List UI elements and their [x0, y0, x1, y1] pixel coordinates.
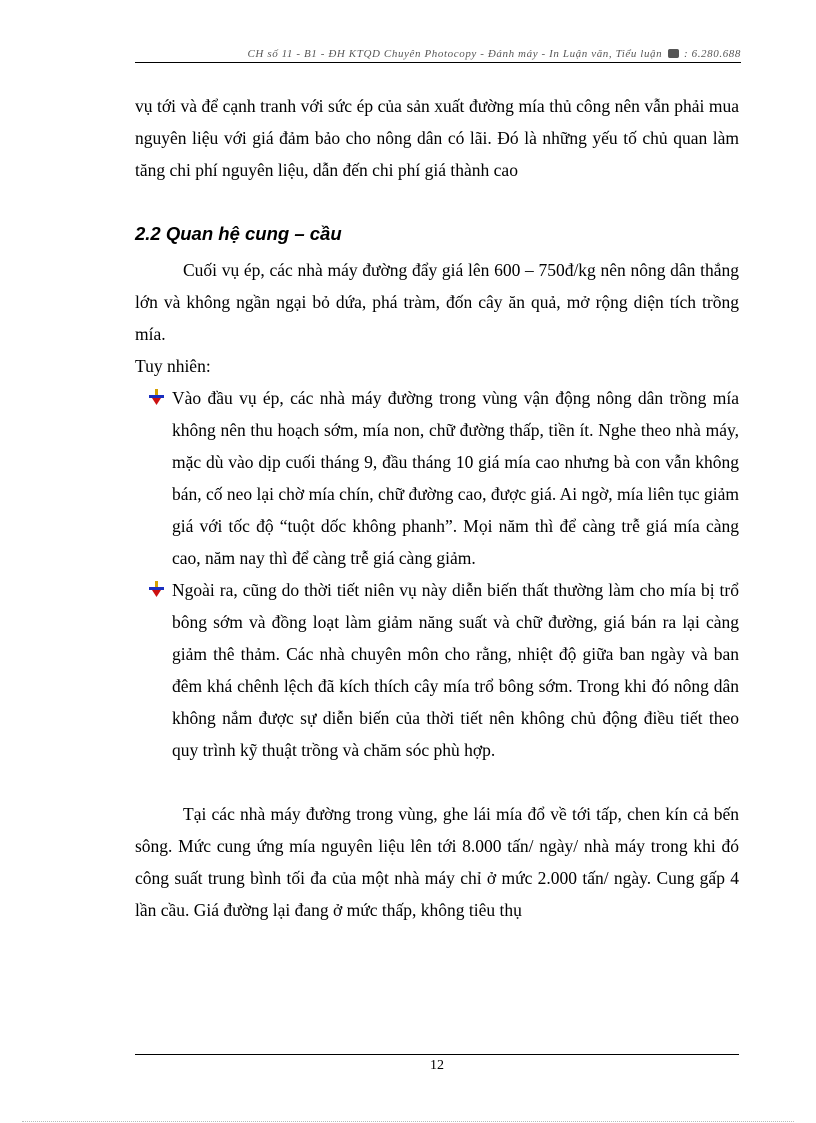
- footer-divider: [135, 1054, 739, 1055]
- paragraph-end-of-season: Cuối vụ ép, các nhà máy đường đẩy giá lên 600 – 750đ/kg nên nông dân thắng lớn và không ngần ngại bỏ dứa, phá tràm, đốn cây ăn quả, mở rộng diện tích trồng mía.: [135, 260, 739, 344]
- header-text: CH số 11 - B1 - ĐH KTQD Chuyên Photocopy - Đánh máy - In Luận văn, Tiểu luận: [247, 48, 663, 60]
- blank-line: [135, 766, 739, 798]
- running-header: [135, 48, 741, 63]
- bullet-item-early-season: [135, 382, 739, 574]
- bullet-text: Ngoài ra, cũng do thời tiết niên vụ này diễn biến thất thường làm cho mía bị trổ bông sớm và đồng loạt làm giảm năng suất và chữ đường, giá bán ra lại càng giảm thê thảm. Các nhà chuyên môn cho rằng, nhiệt độ giữa ban ngày và ban đêm khá chênh lệch đã kích thích cây mía trổ bông sớm. Trong khi đó nông dân không nắm được sự diễn biến của thời tiết nên không chủ động điều tiết theo quy trình kỹ thuật trồng và chăm sóc phù hợp.: [172, 580, 739, 760]
- arrow-bullet-icon: [149, 389, 165, 405]
- phone-icon: [668, 49, 679, 58]
- section-heading: 2.2 Quan hệ cung – cầu: [135, 223, 342, 244]
- paragraph-continuation: vụ tới và để cạnh tranh với sức ép của sản xuất đường mía thủ công nên vẫn phải mua nguyên liệu với giá đảm bảo cho nông dân có lãi. Đó là những yếu tố chủ quan làm tăng chi phí nguyên liệu, dẫn đến chi phí giá thành cao: [135, 96, 739, 180]
- page-number: 12: [430, 1058, 444, 1073]
- page-body: [135, 90, 739, 926]
- paragraph-however: Tuy nhiên:: [135, 356, 211, 376]
- page-boundary: [22, 1121, 794, 1122]
- bullet-text: Vào đầu vụ ép, các nhà máy đường trong vùng vận động nông dân trồng mía không nên thu hoạch sớm, mía non, chữ đường thấp, tiền ít. Nghe theo nhà máy, mặc dù vào dịp cuối tháng 9, đầu tháng 10 giá mía cao nhưng bà con vẫn không bán, cố neo lại chờ mía chín, chữ đường cao, được giá. Ai ngờ, mía liên tục giảm giá với tốc độ “tuột dốc không phanh”. Mọi năm thì để càng trễ giá mía càng cao, năm nay thì để càng trễ giá càng giảm.: [172, 388, 739, 568]
- arrow-bullet-icon: [149, 581, 165, 597]
- header-phone: : 6.280.688: [683, 48, 741, 60]
- paragraph-supply: Tại các nhà máy đường trong vùng, ghe lái mía đổ về tới tấp, chen kín cả bến sông. Mức cung ứng mía nguyên liệu lên tới 8.000 tấn/ ngày/ nhà máy trong khi đó công suất trung bình tối đa của một nhà máy chỉ ở mức 2.000 tấn/ ngày. Cung gấp 4 lần cầu. Giá đường lại đang ở mức thấp, không tiêu thụ: [135, 804, 739, 920]
- bullet-item-weather: [135, 574, 739, 766]
